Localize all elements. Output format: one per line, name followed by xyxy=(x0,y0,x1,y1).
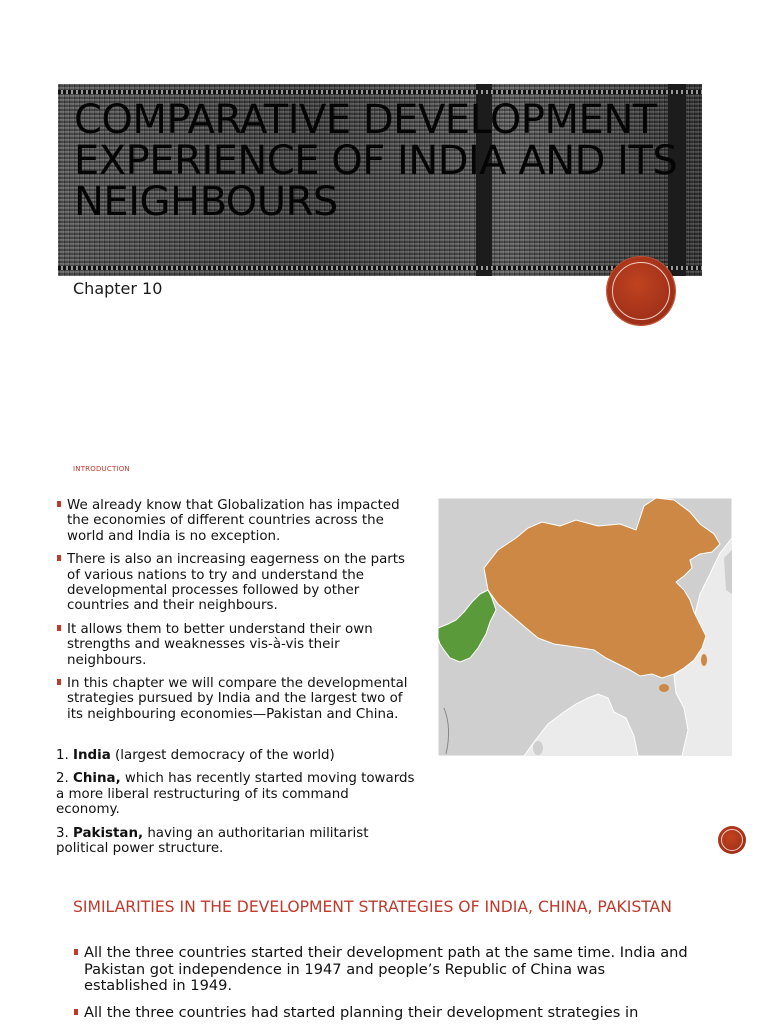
item-number: 3. xyxy=(56,825,69,841)
section-heading: SIMILARITIES IN THE DEVELOPMENT STRATEGIES OF INDIA, CHINA, PAKISTAN xyxy=(73,898,672,916)
list-item: All the three countries started their development path at the same time. India and Pakistan got independence in 1947 and people’s Republic of China was established in 1949. xyxy=(73,945,693,995)
page-title: COMPARATIVE DEVELOPMENT EXPERIENCE OF INDIA AND ITS NEIGHBOURS xyxy=(74,97,678,225)
map-graphic xyxy=(438,498,732,756)
list-item xyxy=(56,826,416,857)
item-description: having an authoritarian militarist political power structure. xyxy=(56,825,369,857)
country-name: Pakistan, xyxy=(73,825,144,841)
list-item: All the three countries had started planning their development strategies in xyxy=(73,1005,693,1022)
item-description: which has recently started moving towards a more liberal restructuring of its command economy. xyxy=(56,771,415,818)
country-list xyxy=(56,748,416,864)
list-item: In this chapter we will compare the developmental strategies pursued by India and the largest two of its neighbouring economies—Pakistan and China. xyxy=(56,676,416,722)
decorative-circle-badge-small xyxy=(718,826,746,854)
similarities-bullet-list xyxy=(73,945,693,1031)
list-item: It allows them to better understand their own strengths and weaknesses vis-à-vis their neighbours. xyxy=(56,622,416,668)
item-description: (largest democracy of the world) xyxy=(110,748,335,763)
intro-bullet-list xyxy=(56,498,416,730)
list-item: We already know that Globalization has impacted the economies of different countries across the world and India is no exception. xyxy=(56,498,416,544)
item-number: 2. xyxy=(56,771,69,787)
list-item xyxy=(56,771,416,817)
list-item xyxy=(56,748,416,763)
decorative-circle-badge xyxy=(607,257,675,325)
list-item: There is also an increasing eagerness on the parts of various nations to try and understand the developmental processes followed by other countries and their neighbours. xyxy=(56,552,416,614)
section-label: INTRODUCTION xyxy=(73,465,130,473)
country-name: India xyxy=(73,748,111,763)
asia-map-image xyxy=(438,498,732,756)
item-number: 1. xyxy=(56,748,69,763)
country-name: China, xyxy=(73,771,121,787)
chapter-subtitle: Chapter 10 xyxy=(73,279,163,298)
title-slide xyxy=(0,0,768,430)
